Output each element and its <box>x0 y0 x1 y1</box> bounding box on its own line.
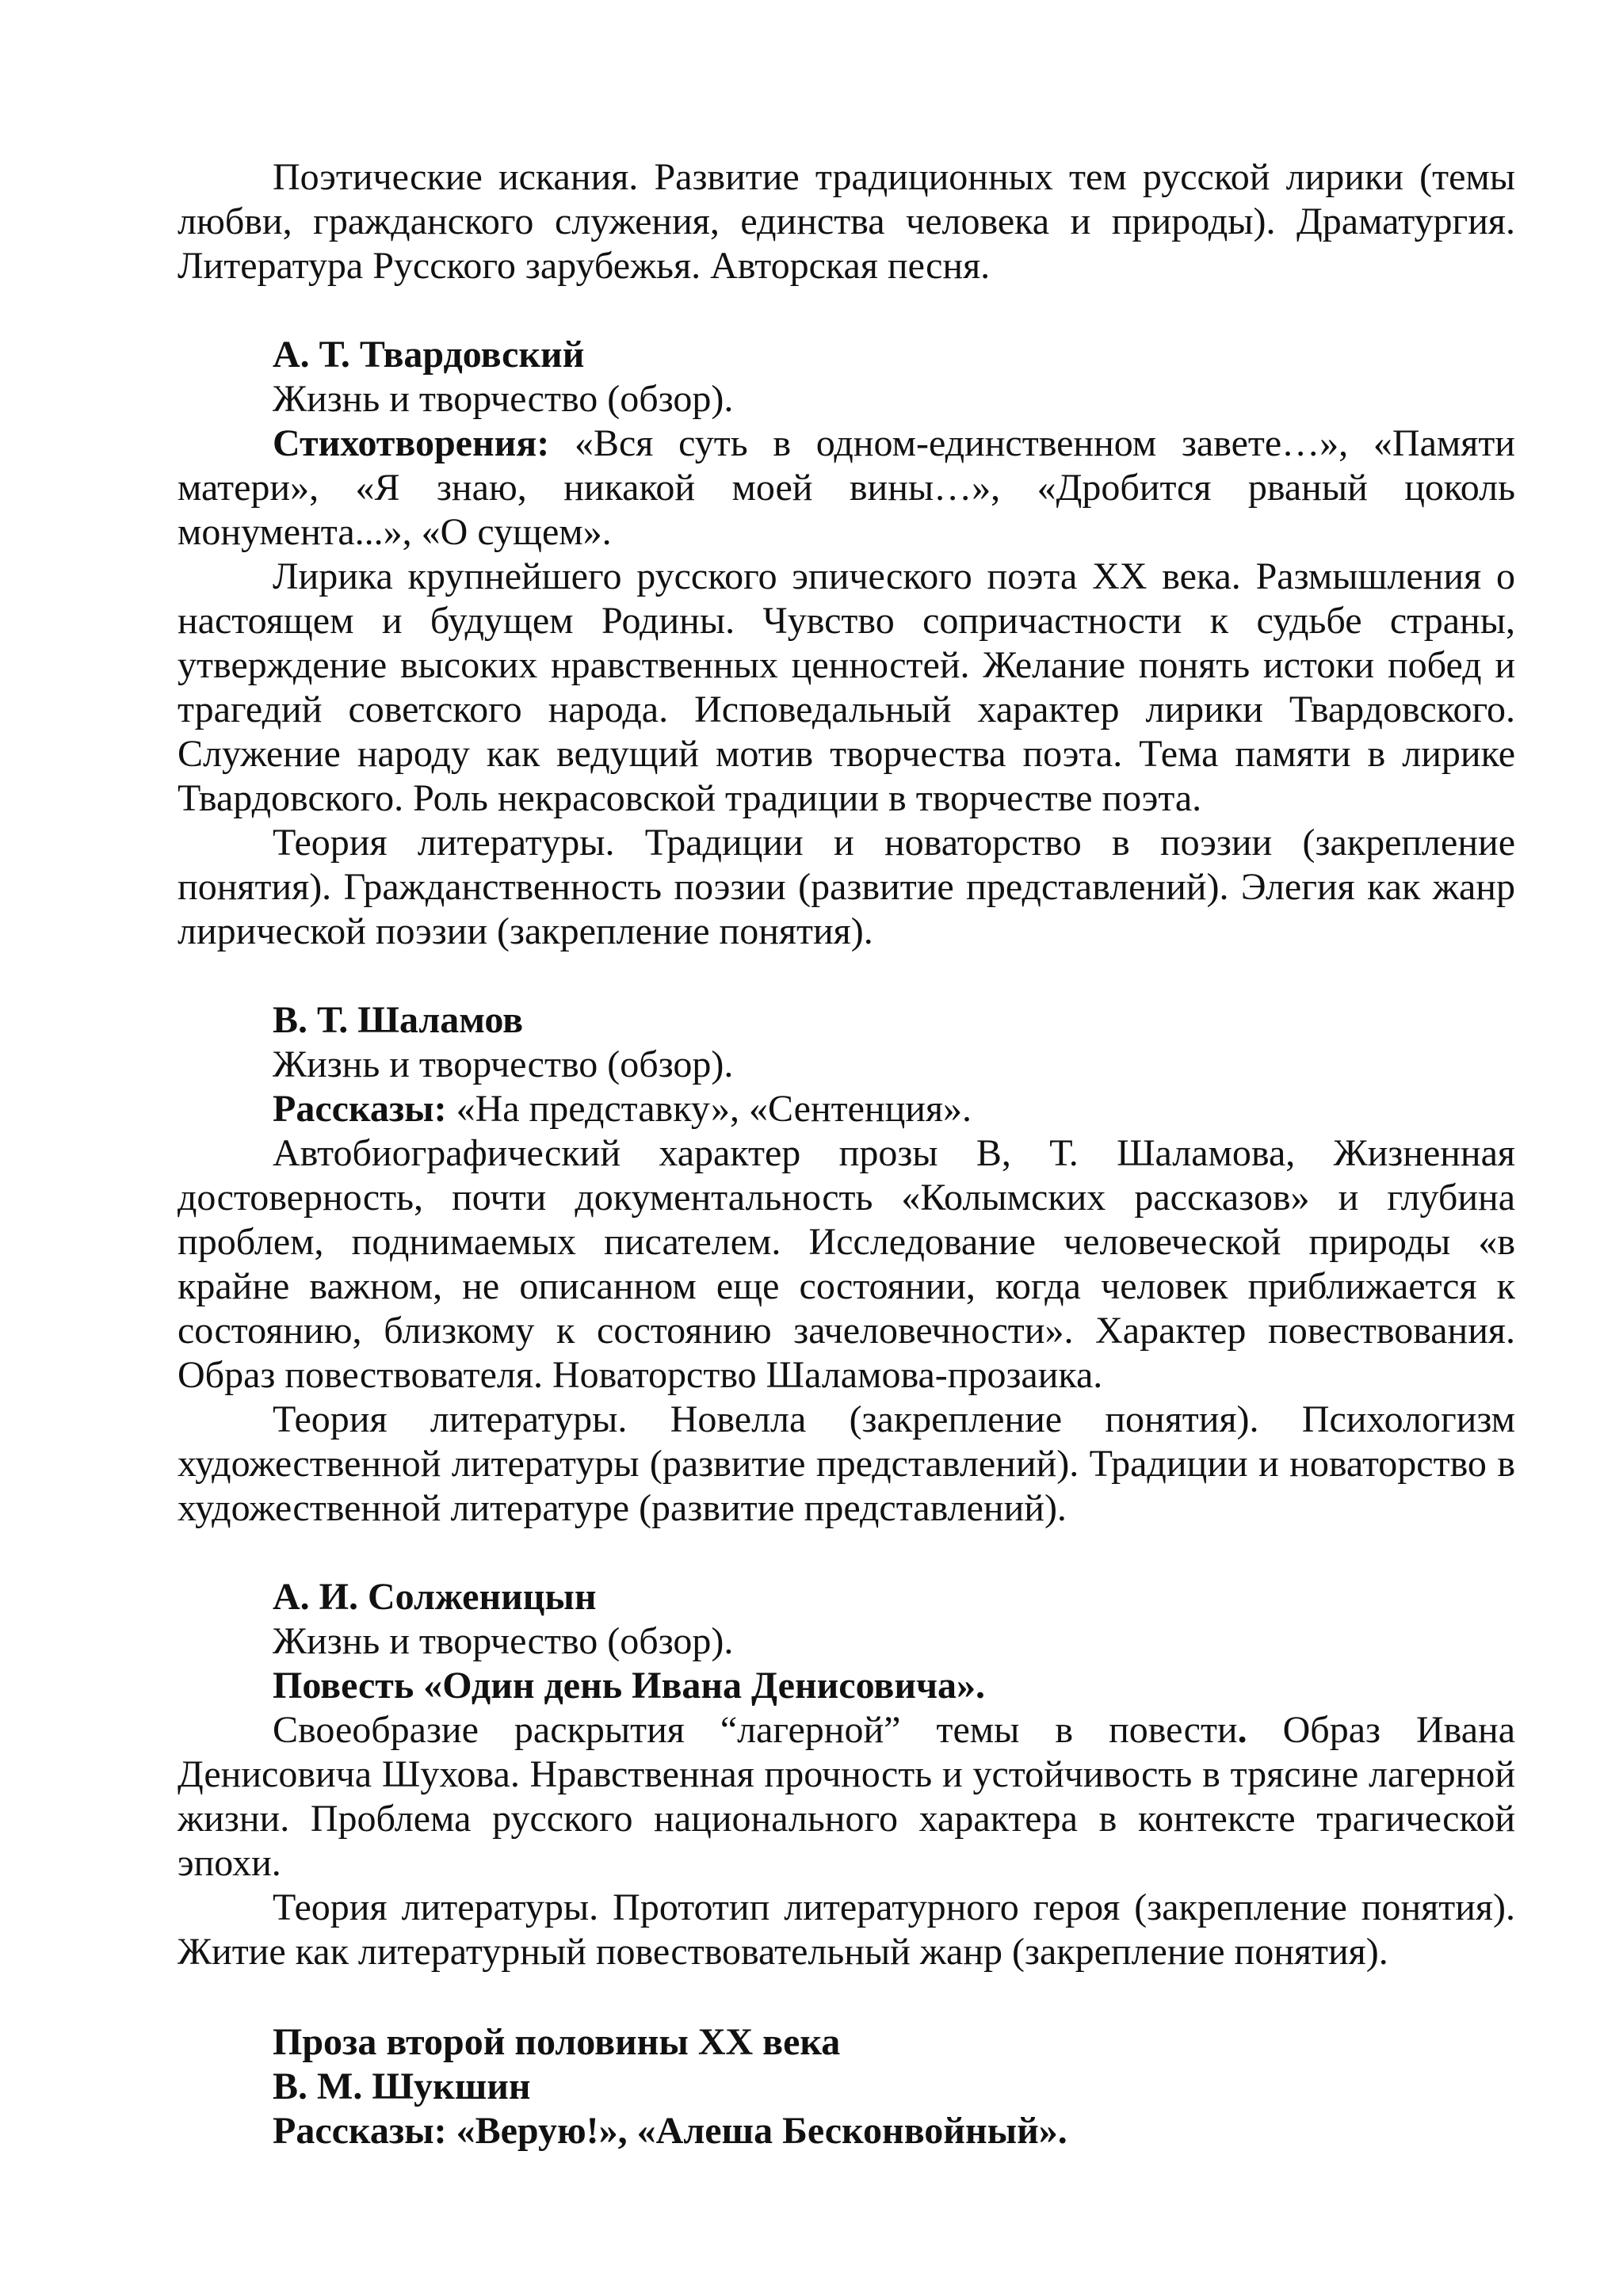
shukshin-works: Рассказы: «Верую!», «Алеша Бесконвойный». <box>273 2110 1067 2152</box>
shalamov-analysis: Автобиографический характер прозы В, Т. Шаламова, Жизненная достоверность, почти документальность «Колымских рассказов» и глубина проблем, поднимаемых писателем. Исследование человеческой природы «в крайне важном, не описанном еще состоянии, когда человек приближается к состоянию, близкому к состоянию зачеловечности». Характер повествования. Образ повествователя. Новаторство Шаламова-прозаика. <box>178 1132 1515 1396</box>
solzhenitsyn-overview: Жизнь и творчество (обзор). <box>273 1620 734 1662</box>
document-page <box>178 155 1515 2153</box>
section-gap <box>178 1974 1515 2020</box>
solzhenitsyn-analysis <box>178 1708 1515 1886</box>
tvardovsky-works <box>178 421 1515 555</box>
shalamov-heading: В. Т. Шаламов <box>273 999 524 1041</box>
shalamov-overview: Жизнь и творчество (обзор). <box>273 1043 734 1085</box>
shalamov-theory: Теория литературы. Новелла (закрепление понятия). Психологизм художественной литературы (развитие представлений). Традиции и новаторство в художественной литературе (развитие представлений). <box>178 1398 1515 1529</box>
solzhenitsyn-analysis-part1: Своеобразие раскрытия “лагерной” темы в повести <box>273 1709 1238 1751</box>
tvardovsky-works-label: Стихотворения: <box>273 422 550 464</box>
section-gap <box>178 954 1515 998</box>
tvardovsky-works-text: «Вся суть в одном-единственном завете…», «Памяти матери», «Я знаю, никакой моей вины…», «Дробится рваный цоколь монумента...», «О сущем». <box>178 422 1515 553</box>
tvardovsky-theory: Теория литературы. Традиции и новаторство в поэзии (закрепление понятия). Гражданственность поэзии (развитие представлений). Элегия как жанр лирической поэзии (закрепление понятия). <box>178 822 1515 952</box>
solzhenitsyn-heading: А. И. Солженицын <box>273 1576 597 1618</box>
prose-heading: Проза второй половины XX века <box>273 2021 841 2063</box>
solzhenitsyn-analysis-part2: Образ Ивана Денисовича Шухова. Нравственная прочность и устойчивость в трясине лагерной жизни. Проблема русского национального характера в контексте трагической эпохи. <box>178 1709 1515 1884</box>
solzhenitsyn-works: Повесть «Один день Ивана Денисовича». <box>273 1665 986 1707</box>
section-gap <box>178 288 1515 333</box>
tvardovsky-heading: А. Т. Твардовский <box>273 334 585 376</box>
shalamov-works-label: Рассказы: <box>273 1088 447 1130</box>
tvardovsky-overview: Жизнь и творчество (обзор). <box>273 378 734 420</box>
shalamov-works-text: «На представку», «Сентенция». <box>446 1088 972 1130</box>
solzhenitsyn-analysis-dot: . <box>1237 1709 1247 1751</box>
solzhenitsyn-theory: Теория литературы. Прототип литературного героя (закрепление понятия). Житие как литературный повествовательный жанр (закрепление понятия). <box>178 1886 1515 1973</box>
section-gap <box>178 1531 1515 1575</box>
intro-paragraph: Поэтические искания. Развитие традиционных тем русской лирики (темы любви, гражданского служения, единства человека и природы). Драматургия. Литература Русского зарубежья. Авторская песня. <box>178 156 1515 287</box>
shukshin-heading: В. М. Шукшин <box>273 2065 531 2107</box>
tvardovsky-analysis: Лирика крупнейшего русского эпического поэта XX века. Размышления о настоящем и будущем Родины. Чувство сопричастности к судьбе страны, утверждение высоких нравственных ценностей. Желание понять истоки побед и трагедий советского народа. Исповедальный характер лирики Твардовского. Служение народу как ведущий мотив творчества поэта. Тема памяти в лирике Твардовского. Роль некрасовской традиции в творчестве поэта. <box>178 555 1515 819</box>
shalamov-works <box>178 1087 1515 1131</box>
